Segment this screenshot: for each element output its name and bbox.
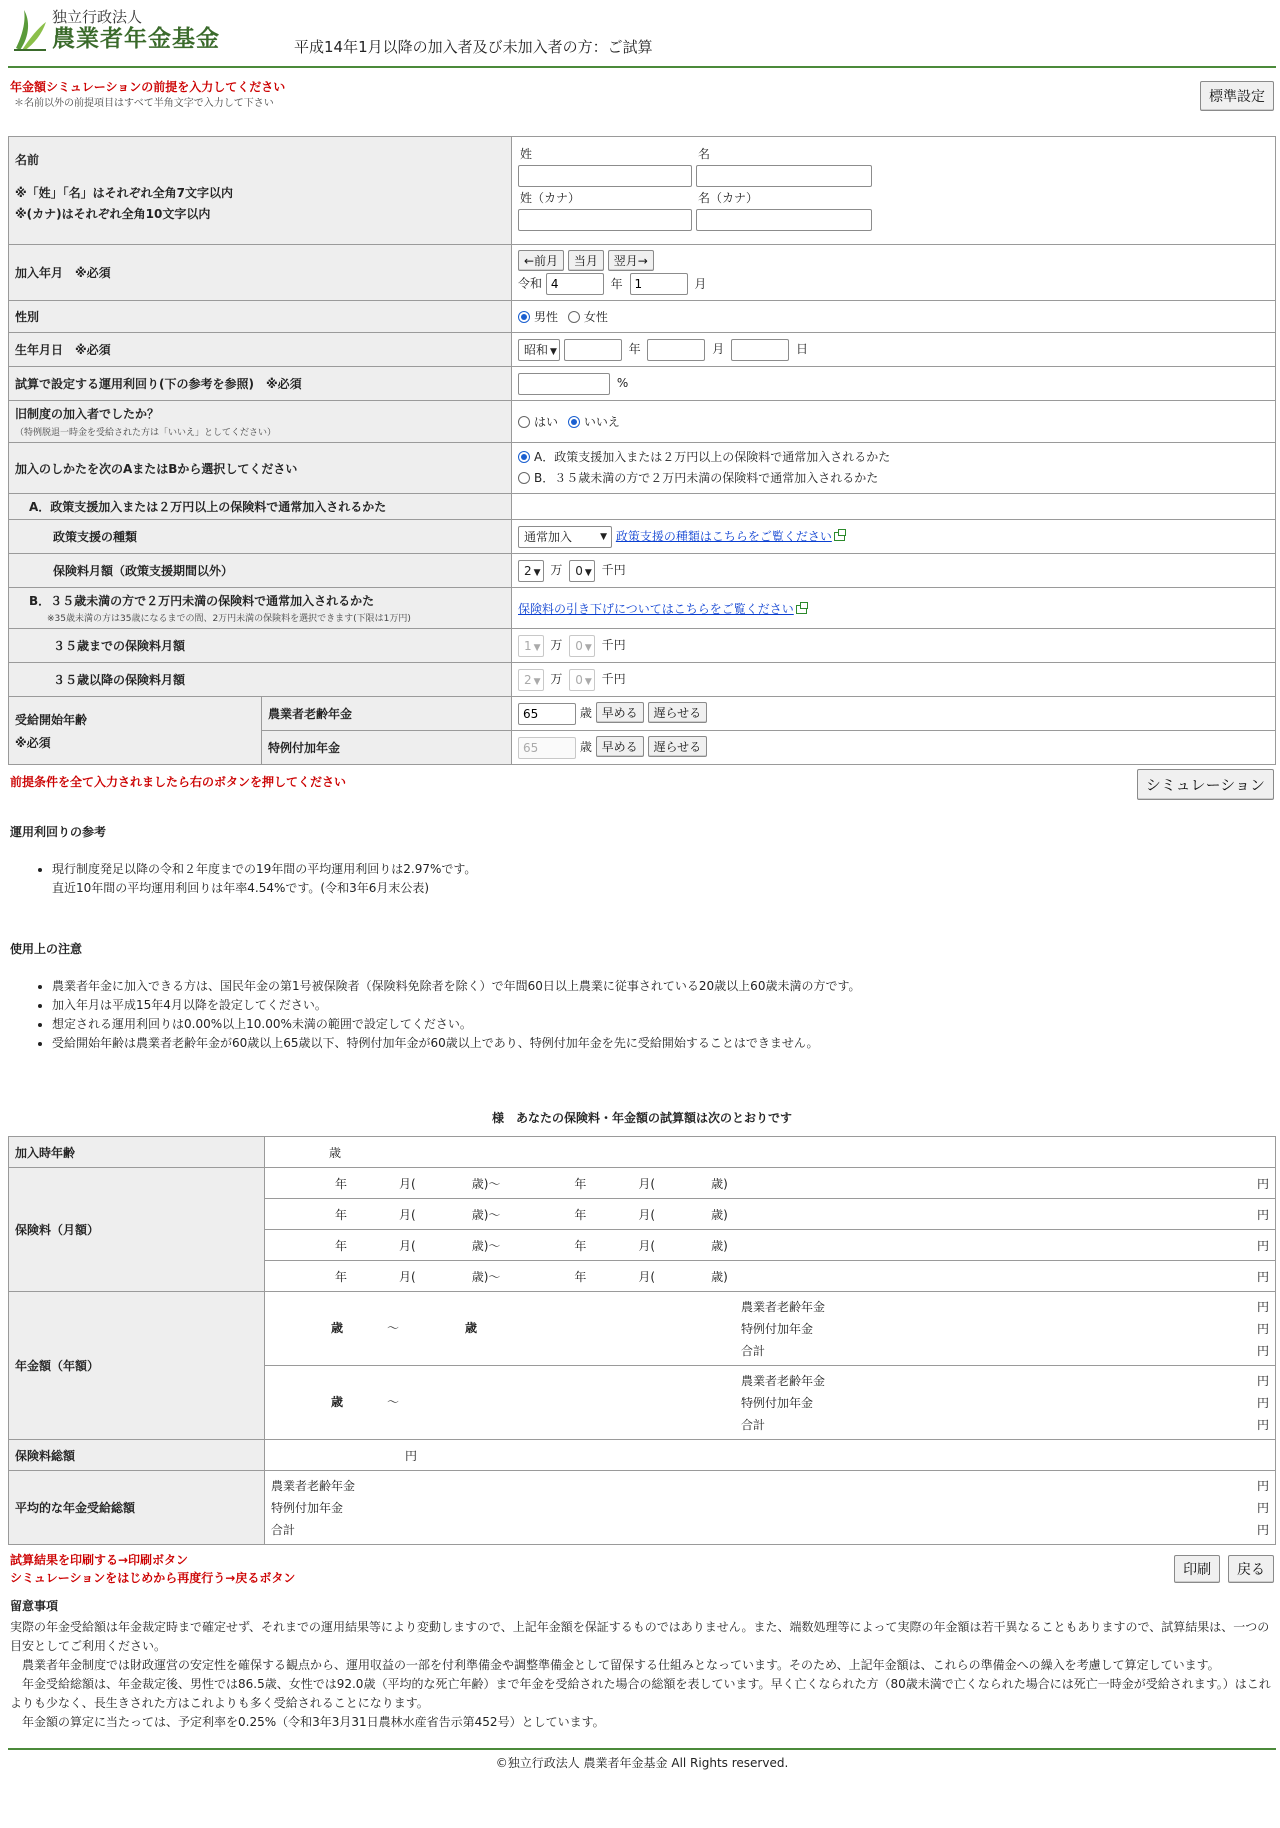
premium-end-month-unit: 月( <box>638 1176 656 1191</box>
premium-period-row <box>265 1261 1276 1292</box>
premium-end-age-unit: 歳) <box>711 1207 728 1222</box>
external-window-icon <box>796 605 807 614</box>
notes-paragraph-1: 実際の年金受給額は年金裁定時まで確定せず、それまでの運用結果等により変動しますので、上記年金額を保証するものではありません。また、端数処理等によって実際の年金額は若干異なることもありますので、試算結果は、一つの目安としてご利用ください。 <box>10 1620 1270 1653</box>
birth-year-input[interactable] <box>564 339 622 361</box>
sei-kana-input[interactable] <box>518 209 692 231</box>
copyright: ©独立行政法人 農業者年金基金 All Rights reserved. <box>495 1756 789 1770</box>
birth-year-unit: 年 <box>628 342 641 356</box>
prev-month-button[interactable]: ←前月 <box>518 250 564 271</box>
total-premium-row <box>9 1440 1276 1471</box>
before-35-sen-unit: 千円 <box>601 638 626 652</box>
total-premium-yen: 円 <box>405 1448 418 1463</box>
premium-end-year-unit: 年 <box>574 1176 587 1191</box>
join-month-unit: 月 <box>694 276 707 291</box>
sei-label: 姓 <box>520 147 533 161</box>
chevron-down-icon: ▼ <box>584 642 592 653</box>
before-35-man-select[interactable] <box>518 635 544 657</box>
standard-settings-button[interactable]: 標準設定 <box>1200 81 1274 111</box>
before-35-sen-value: 0 <box>575 638 583 653</box>
method-b-radio[interactable] <box>518 472 530 484</box>
final-actions <box>8 1545 1276 1589</box>
fee-sen-unit: 千円 <box>601 563 626 577</box>
result-premium-row <box>9 1168 1276 1199</box>
start-age-label: 受給開始年齢 <box>15 712 88 727</box>
after-35-sen-unit: 千円 <box>601 672 626 686</box>
avg-elder-label: 農業者老齢年金 <box>271 1478 356 1493</box>
input-form-table <box>8 136 1276 765</box>
pension-wave: 〜 <box>387 1321 400 1335</box>
premium-month-unit: 月( <box>399 1176 416 1191</box>
premium-end-month-unit: 月( <box>638 1269 656 1284</box>
policy-type-label: 政策支援の種類 <box>9 520 512 554</box>
special-age-input[interactable] <box>518 737 576 759</box>
birth-row <box>9 333 1276 367</box>
fee-man-select[interactable] <box>518 560 544 582</box>
name-row <box>9 137 1276 245</box>
birth-month-unit: 月 <box>712 342 725 356</box>
result-age-unit: 歳 <box>329 1145 342 1160</box>
org-name-label: 農業者年金基金 <box>52 26 220 52</box>
elder-later-button[interactable]: 遅らせる <box>648 702 708 723</box>
caution-item: • 想定される運用利回りは0.00%以上10.00%未満の範囲で設定してください。 <box>52 1015 1276 1034</box>
pension-special-label: 特例付加年金 <box>741 1396 814 1410</box>
result-title: 様 あなたの保険料・年金額の試算額は次のとおりです <box>491 1111 792 1125</box>
notes-paragraph-4: 年金額の算定に当たっては、予定利率を0.25%（令和3年3月31日農林水産省告示第452号）としています。 <box>10 1715 605 1729</box>
premium-period-row <box>265 1230 1276 1261</box>
pension-period-row <box>265 1366 1276 1440</box>
male-label: 男性 <box>534 310 559 324</box>
avg-total-sub-label: 合計 <box>271 1522 296 1537</box>
pension-elder-label: 農業者老齢年金 <box>741 1374 826 1388</box>
section-a-label: A．政策支援加入または２万円以上の保険料で通常加入されるかた <box>9 494 512 520</box>
intro <box>8 68 1276 136</box>
print-button[interactable]: 印刷 <box>1174 1555 1220 1583</box>
pension-period-row <box>265 1292 1276 1366</box>
result-pension-row <box>9 1292 1276 1366</box>
page-title: 平成14年1月以降の加入者及び未加入者の方：ご試算 <box>294 38 653 56</box>
notes-paragraph-2: 農業者年金制度では財政運営の安定性を確保する観点から、運用収益の一部を付利準備金や調整準備金として留保する仕組みとなっています。そのため、上記年金額は、これらの準備金への繰入を考慮して算定しています。 <box>10 1658 1220 1672</box>
caution-item: • 受給開始年齢は農業者老齢年金が60歳以上65歳以下、特例付加年金が60歳以上であり、特例付加年金を先に受給開始することはできません。 <box>52 1034 1276 1053</box>
chevron-down-icon: ▼ <box>533 567 541 578</box>
org-small-label: 独立行政法人 <box>52 8 143 26</box>
simulation-button[interactable]: シミュレーション <box>1137 769 1274 800</box>
fee-row <box>9 554 1276 588</box>
after-35-man-unit: 万 <box>550 672 563 686</box>
premium-yen-unit: 円 <box>1256 1176 1269 1191</box>
premium-year-unit: 年 <box>335 1269 348 1284</box>
premium-end-year-unit: 年 <box>574 1269 587 1284</box>
after-35-row <box>9 663 1276 697</box>
before-35-man-unit: 万 <box>550 638 563 652</box>
current-month-button[interactable]: 当月 <box>568 250 604 271</box>
simulation-prompt: 前提条件を全て入力されましたら右のボタンを押してください <box>10 775 347 789</box>
chevron-down-icon: ▼ <box>533 676 541 687</box>
notes-paragraph-3: 年金受給総額は、年金裁定後、男性では86.5歳、女性では92.0歳（平均的な死亡年齢）まで年金を受給された場合の総額を表しています。早く亡くなられた方（80歳未満で亡くなられた場合には死亡一時金が受給されます。）はこれよりも少なく、長生きされた方はこれよりも多く受給されることになります。 <box>10 1677 1271 1710</box>
birth-era-select[interactable] <box>518 339 560 361</box>
rate-row <box>9 367 1276 401</box>
premium-month-unit: 月( <box>399 1207 416 1222</box>
simulation-row <box>8 765 1276 805</box>
rate-input[interactable] <box>518 373 610 395</box>
fee-man-value: 2 <box>524 563 532 578</box>
method-b-label: B．３５歳未満の方で２万円未満の保険料で通常加入されるかた <box>534 471 879 485</box>
premium-period-row <box>265 1199 1276 1230</box>
after-35-man-select[interactable] <box>518 669 544 691</box>
premium-end-age-unit: 歳) <box>711 1176 728 1191</box>
premium-month-unit: 月( <box>399 1269 416 1284</box>
join-label: 加入年月 ※必須 <box>9 245 512 301</box>
avg-special-yen: 円 <box>1256 1500 1269 1515</box>
pension-special-label: 特例付加年金 <box>741 1322 814 1336</box>
start-age-required: ※必須 <box>15 735 51 750</box>
avg-special-label: 特例付加年金 <box>271 1500 344 1515</box>
name-note-2: ※(カナ)はそれぞれ全角10文字以内 <box>15 207 211 221</box>
before-35-row <box>9 629 1276 663</box>
premium-end-year-unit: 年 <box>574 1207 587 1222</box>
gender-label: 性別 <box>9 301 512 333</box>
name-label: 名前 <box>15 153 40 167</box>
special-pension-label: 特例付加年金 <box>262 731 512 765</box>
pension-total-label: 合計 <box>741 1418 766 1432</box>
intro-note: ＊名前以外の前提項目はすべて半角文字で入力して下さい <box>14 98 274 109</box>
caution-title: 使用上の注意 <box>10 942 83 956</box>
pension-total-yen: 円 <box>1256 1344 1269 1358</box>
premium-yen-unit: 円 <box>1256 1238 1269 1253</box>
birth-label: 生年月日 ※必須 <box>9 333 512 367</box>
mei-input[interactable] <box>696 165 872 187</box>
policy-type-select[interactable] <box>518 526 612 548</box>
birth-month-input[interactable] <box>647 339 705 361</box>
birth-day-unit: 日 <box>795 342 808 356</box>
method-label: 加入のしかたを次のAまたはBから選択してください <box>9 443 512 494</box>
special-age-unit: 歳 <box>579 740 592 755</box>
join-era-label: 令和 <box>518 276 543 291</box>
old-system-note: （特例脱退一時金を受給された方は「いいえ」としてください） <box>15 428 277 438</box>
fee-sen-value: 0 <box>575 563 583 578</box>
caution-section <box>8 940 1276 1053</box>
chevron-down-icon: ▼ <box>550 346 557 357</box>
pension-special-yen: 円 <box>1256 1396 1269 1410</box>
premium-year-unit: 年 <box>335 1238 348 1253</box>
fee-reduction-link[interactable]: 保険料の引き下げについてはこちらをご覧ください <box>518 601 794 616</box>
section-b-label: B．３５歳未満の方で２万円未満の保険料で通常加入されるかた <box>29 594 375 608</box>
after-35-man-value: 2 <box>524 672 532 687</box>
result-age-row <box>9 1137 1276 1168</box>
after-35-sen-value: 0 <box>575 672 583 687</box>
policy-type-row <box>9 520 1276 554</box>
reference-line-1: 現行制度発足以降の令和２年度までの19年間の平均運用利回りは2.97%です。 <box>52 862 477 876</box>
pension-elder-yen: 円 <box>1256 1300 1269 1314</box>
total-premium-label: 保険料総額 <box>9 1440 265 1471</box>
old-system-label: 旧制度の加入者でしたか？ <box>15 407 160 421</box>
leaf-logo-icon <box>12 8 48 52</box>
premium-end-month-unit: 月( <box>638 1238 656 1253</box>
policy-type-link[interactable]: 政策支援の種類はこちらをご覧ください <box>615 529 832 543</box>
pension-elder-yen: 円 <box>1256 1374 1269 1388</box>
rate-unit: % <box>616 376 629 390</box>
logo[interactable] <box>12 8 220 52</box>
page <box>8 0 1276 1771</box>
header <box>8 0 1276 68</box>
pension-end-age-unit: 歳 <box>465 1321 478 1335</box>
join-year-unit: 年 <box>610 276 623 291</box>
old-yes-radio[interactable] <box>518 416 530 428</box>
section-a-row <box>9 494 1276 520</box>
mei-kana-label: 名（カナ） <box>698 191 759 205</box>
after-35-sen-select[interactable] <box>569 669 595 691</box>
pension-elder-label: 農業者老齢年金 <box>741 1300 826 1314</box>
avg-total-yen: 円 <box>1256 1522 1269 1537</box>
reference-section <box>8 823 1276 898</box>
gender-row <box>9 301 1276 333</box>
next-month-button[interactable]: 翌月→ <box>608 250 654 271</box>
result-premium-label: 保険料（月額） <box>9 1168 265 1292</box>
result-pension-label: 年金額（年額） <box>9 1292 265 1440</box>
old-system-row <box>9 401 1276 443</box>
footer <box>8 1748 1276 1771</box>
section-b-row <box>9 588 1276 629</box>
chevron-down-icon: ▼ <box>584 676 592 687</box>
join-month-input[interactable] <box>630 273 688 295</box>
female-radio[interactable] <box>568 311 580 323</box>
reference-item <box>52 860 1276 898</box>
join-row <box>9 245 1276 301</box>
method-a-radio[interactable] <box>518 451 530 463</box>
pension-wave: 〜 <box>387 1395 400 1409</box>
reference-line-2: 直近10年間の平均運用利回りは年率4.54%です。(令和3年6月末公表) <box>52 881 430 895</box>
method-row <box>9 443 1276 494</box>
elder-age-unit: 歳 <box>579 706 592 721</box>
after-35-label: ３５歳以降の保険料月額 <box>9 663 512 697</box>
back-hint: シミュレーションをはじめから再度行う→戻るボタン <box>10 1571 296 1585</box>
avg-total-row <box>9 1471 1276 1545</box>
elder-age-input[interactable] <box>518 703 576 725</box>
special-later-button[interactable]: 遅らせる <box>648 736 708 757</box>
pension-total-yen: 円 <box>1256 1418 1269 1432</box>
avg-elder-yen: 円 <box>1256 1478 1269 1493</box>
premium-age-unit: 歳)〜 <box>471 1207 501 1222</box>
premium-yen-unit: 円 <box>1256 1207 1269 1222</box>
fee-label: 保険料月額（政策支援期間以外） <box>9 554 512 588</box>
special-earlier-button[interactable]: 早める <box>596 736 644 757</box>
birth-day-input[interactable] <box>731 339 789 361</box>
female-label: 女性 <box>583 310 608 324</box>
chevron-down-icon: ▼ <box>533 642 541 653</box>
chevron-down-icon: ▼ <box>600 531 607 542</box>
result-age-label: 加入時年齢 <box>9 1137 265 1168</box>
before-35-sen-select[interactable] <box>569 635 595 657</box>
birth-era-value: 昭和 <box>524 342 549 357</box>
method-a-label: A．政策支援加入または２万円以上の保険料で通常加入されるかた <box>534 450 891 464</box>
elder-earlier-button[interactable]: 早める <box>596 702 644 723</box>
mei-label: 名 <box>698 147 711 161</box>
pension-total-label: 合計 <box>741 1344 766 1358</box>
sei-input[interactable] <box>518 165 692 187</box>
before-35-label: ３５歳までの保険料月額 <box>9 629 512 663</box>
premium-year-unit: 年 <box>335 1176 348 1191</box>
reference-title: 運用利回りの参考 <box>10 825 107 839</box>
section-b-note: ※35歳未満の方は35歳になるまでの間、2万円未満の保険料を選択できます(下限は1万円) <box>47 614 411 624</box>
premium-age-unit: 歳)〜 <box>471 1269 501 1284</box>
old-no-label: いいえ <box>583 415 620 429</box>
pension-special-yen: 円 <box>1256 1322 1269 1336</box>
name-note-1: ※「姓」「名」はそれぞれ全角7文字以内 <box>15 186 234 200</box>
premium-month-unit: 月( <box>399 1238 416 1253</box>
premium-year-unit: 年 <box>335 1207 348 1222</box>
join-year-input[interactable] <box>546 273 604 295</box>
caution-item: • 加入年月は平成15年4月以降を設定してください。 <box>52 996 1276 1015</box>
premium-end-age-unit: 歳) <box>711 1269 728 1284</box>
mei-kana-input[interactable] <box>696 209 872 231</box>
intro-heading: 年金額シミュレーションの前提を入力してください <box>10 80 286 94</box>
premium-age-unit: 歳)〜 <box>471 1176 501 1191</box>
male-radio[interactable] <box>518 311 530 323</box>
result-table <box>8 1136 1276 1545</box>
back-button[interactable]: 戻る <box>1228 1555 1274 1583</box>
fee-man-unit: 万 <box>550 563 563 577</box>
old-no-radio[interactable] <box>568 416 580 428</box>
caution-item: • 農業者年金に加入できる方は、国民年金の第1号被保険者（保険料免除者を除く）で年間60日以上農業に従事されている20歳以上60歳未満の方です。 <box>52 977 1276 996</box>
premium-age-unit: 歳)〜 <box>471 1238 501 1253</box>
policy-type-value: 通常加入 <box>524 529 573 544</box>
chevron-down-icon: ▼ <box>584 567 592 578</box>
fee-sen-select[interactable] <box>569 560 595 582</box>
old-yes-label: はい <box>534 415 559 429</box>
notes-section <box>8 1597 1276 1732</box>
avg-total-label: 平均的な年金受給総額 <box>9 1471 265 1545</box>
before-35-man-value: 1 <box>524 638 532 653</box>
external-window-icon <box>834 532 845 541</box>
notes-title: 留意事項 <box>10 1599 59 1613</box>
result-section <box>8 1109 1276 1545</box>
premium-end-year-unit: 年 <box>574 1238 587 1253</box>
start-age-elder-row <box>9 697 1276 731</box>
pension-start-age-unit: 歳 <box>331 1395 344 1409</box>
print-hint: 試算結果を印刷する→印刷ボタン <box>10 1553 189 1567</box>
elder-pension-label: 農業者老齢年金 <box>262 697 512 731</box>
sei-kana-label: 姓（カナ） <box>520 191 581 205</box>
premium-end-month-unit: 月( <box>638 1207 656 1222</box>
rate-label: 試算で設定する運用利回り(下の参考を参照) ※必須 <box>9 367 512 401</box>
premium-yen-unit: 円 <box>1256 1269 1269 1284</box>
premium-period-row <box>265 1168 1276 1199</box>
premium-end-age-unit: 歳) <box>711 1238 728 1253</box>
pension-start-age-unit: 歳 <box>331 1321 344 1335</box>
